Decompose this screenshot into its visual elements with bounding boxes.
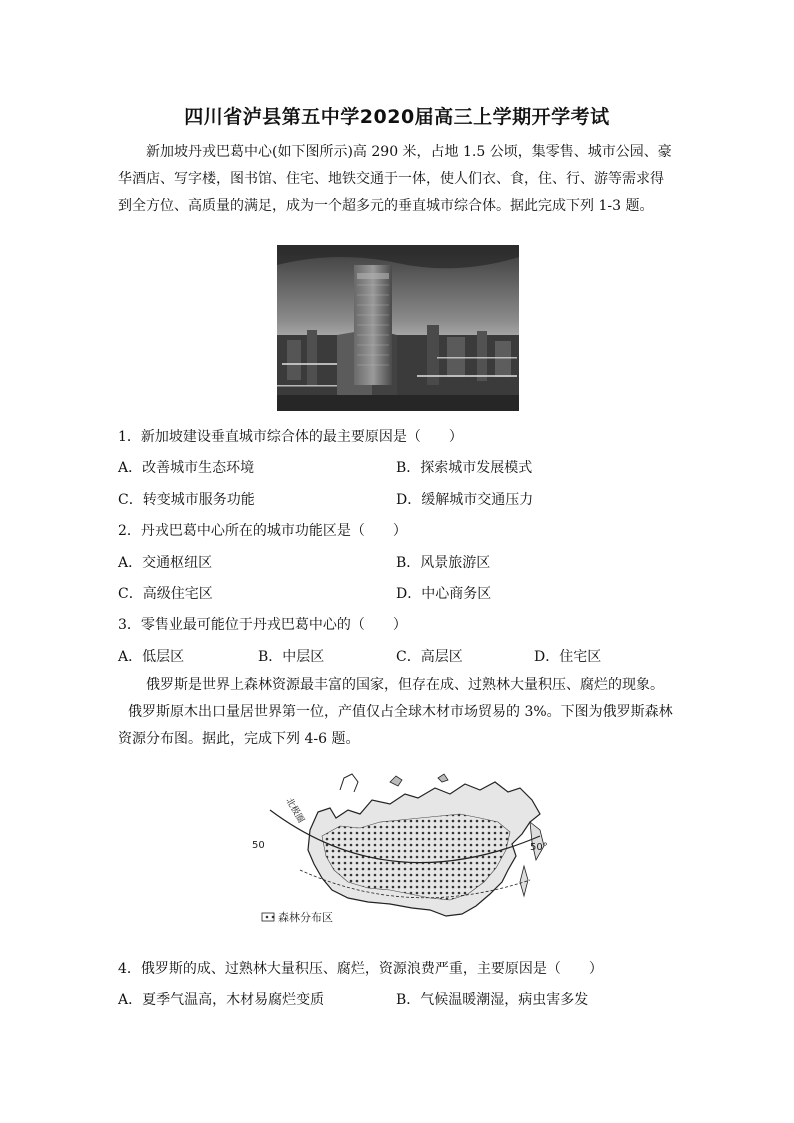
passage-2-line: 俄罗斯是世界上森林资源最丰富的国家，但存在成、过熟林大量积压、腐烂的现象。 [146,677,664,693]
question-3-option-c: C．高层区 [396,649,463,665]
question-1-option-a: A．改善城市生态环境 [118,460,255,476]
legend-label: 森林分布区 [278,911,333,924]
passage-1-line: 新加坡丹戎巴葛中心(如下图所示)高 290 米，占地 1.5 公顷，集零售、城市公园、豪 [146,144,672,160]
legend-swatch [262,913,274,921]
question-2-stem: 2．丹戎巴葛中心所在的城市功能区是（ ） [118,523,407,539]
question-4-stem: 4．俄罗斯的成、过熟林大量积压、腐烂，资源浪费严重，主要原因是（ ） [118,961,603,977]
question-2-option-d: D．中心商务区 [396,586,492,602]
question-4-option-b: B．气候温暖潮湿，病虫害多发 [396,992,589,1008]
page-title: 四川省泸县第五中学2020届高三上学期开学考试 [184,106,610,128]
passage-2 [118,672,678,753]
question-1-option-b: B．探索城市发展模式 [396,460,533,476]
passage-1-line: 到全方位、高质量的满足，成为一个超多元的垂直城市综合体。据此完成下列 1-3 题。 [118,198,654,214]
passage-1-line: 华酒店、写字楼，图书馆、住宅、地铁交通于一体，使人们衣、食，住、行、游等需求得 [118,171,664,187]
question-2-option-a: A．交通枢纽区 [118,555,213,571]
question-2-option-b: B．风景旅游区 [396,555,491,571]
passage-2-line: 资源分布图。据此，完成下列 4-6 题。 [118,731,360,747]
russia-forest-map [240,770,556,936]
question-4-option-a: A．夏季气温高，木材易腐烂变质 [118,992,325,1008]
building-photo [277,245,519,411]
question-1-option-c: C．转变城市服务功能 [118,492,255,508]
passage-2-line: 俄罗斯原木出口量居世界第一位，产值仅占全球木材市场贸易的 3%。下图为俄罗斯森林 [128,704,673,720]
question-2-option-c: C．高级住宅区 [118,586,213,602]
lat-label-left: 50 [252,840,265,851]
lat-label-right: 50° [530,842,548,853]
question-1-option-d: D．缓解城市交通压力 [396,492,534,508]
question-1-stem: 1．新加坡建设垂直城市综合体的最主要原因是（ ） [118,429,463,445]
question-3-option-a: A．低层区 [118,649,185,665]
question-3-option-b: B．中层区 [258,649,325,665]
arctic-label: 北极圈 [283,796,306,825]
question-3-stem: 3．零售业最可能位于丹戎巴葛中心的（ ） [118,617,407,633]
passage-1 [118,139,678,220]
question-3-option-d: D．住宅区 [534,649,602,665]
